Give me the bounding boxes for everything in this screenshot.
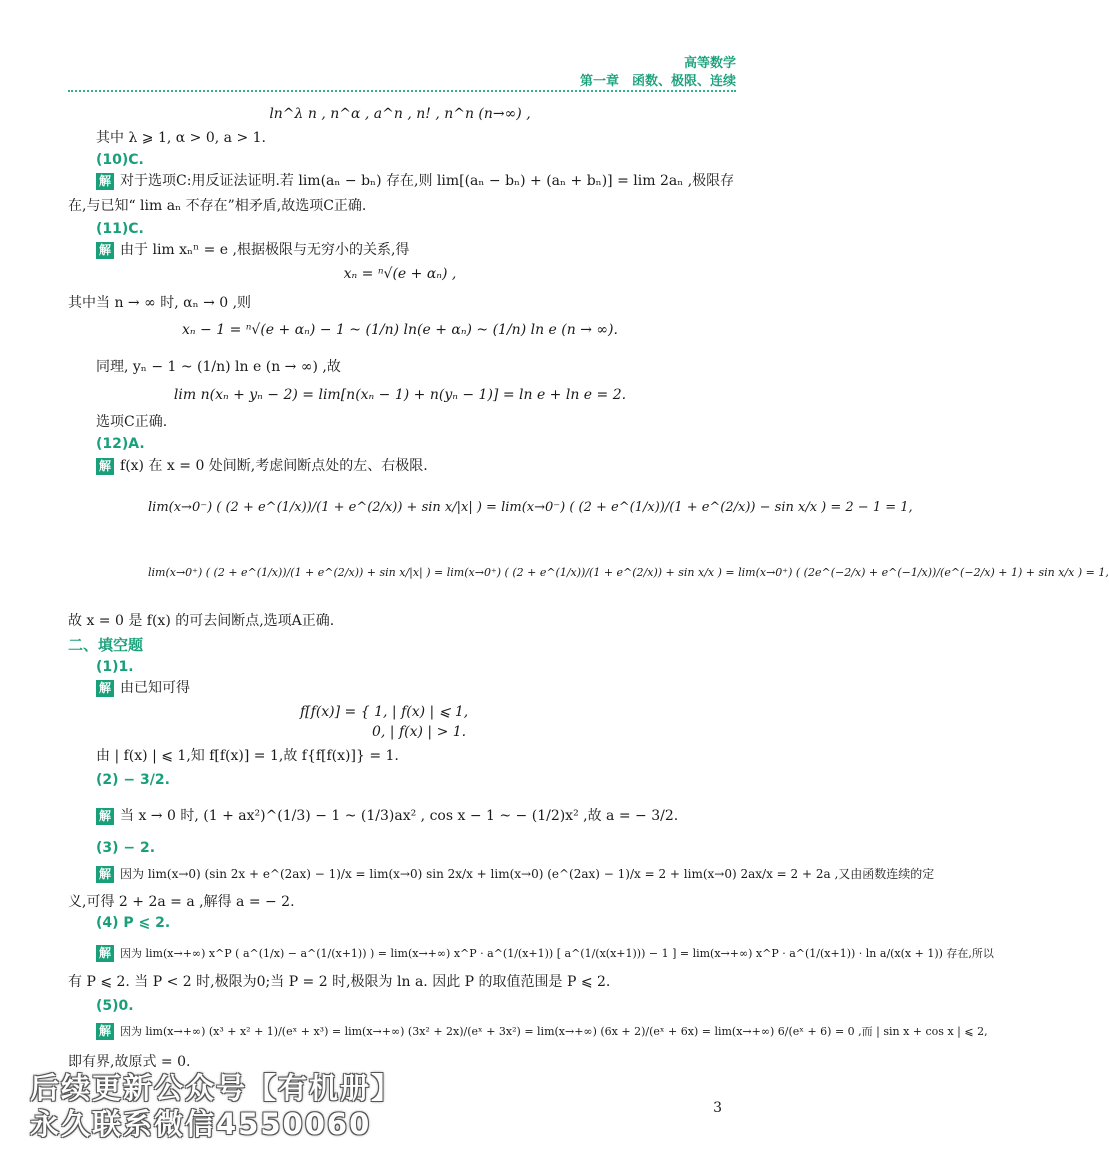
formula-line: xₙ − 1 = ⁿ√(e + αₙ) − 1 ~ (1/n) ln(e + αₙ) ~ (1/n) ln e (n → ∞). bbox=[182, 322, 618, 338]
solution-badge: 解 bbox=[96, 945, 114, 962]
text-line: 即有界,故原式 = 0. bbox=[68, 1054, 191, 1070]
formula-line: lim n(xₙ + yₙ − 2) = lim[n(xₙ − 1) + n(yₙ − 1)] = ln e + ln e = 2. bbox=[173, 387, 627, 403]
text-line bbox=[96, 240, 409, 260]
answer-b5: (5)0. bbox=[96, 998, 134, 1014]
watermark-line-1: 后续更新公众号【有机册】 bbox=[30, 1071, 403, 1105]
formula-line: 0, | f(x) | > 1. bbox=[372, 724, 467, 740]
answer-b3: (3) − 2. bbox=[96, 840, 156, 856]
formula-line: xₙ = ⁿ√(e + αₙ) , bbox=[343, 266, 457, 282]
page-number: 3 bbox=[713, 1100, 722, 1116]
text-line bbox=[96, 171, 734, 191]
text-line bbox=[96, 456, 428, 476]
solution-badge: 解 bbox=[96, 1023, 114, 1040]
solution-text: 因为 lim(x→0) (sin 2x + e^(2ax) − 1)/x = lim(x→0) sin 2x/x + lim(x→0) (e^(2ax) − 1)/x = 2 + lim(x→0) 2ax/x = 2 + 2a ,又由函数连续的定 bbox=[120, 867, 935, 881]
answer-b4: (4) P ⩽ 2. bbox=[96, 915, 171, 931]
solution-text: 因为 lim(x→+∞) (x³ + x² + 1)/(eˣ + x³) = lim(x→+∞) (3x² + 2x)/(eˣ + 3x²) = lim(x→+∞) (6x + 2)/(eˣ + 6x) = lim(x→+∞) 6/(eˣ + 6) = 0 ,而 | sin x + cos x | ⩽ 2, bbox=[120, 1025, 988, 1038]
solution-text: 因为 lim(x→+∞) x^P ( a^(1/x) − a^(1/(x+1)) ) = lim(x→+∞) x^P · a^(1/(x+1)) [ a^(1/(x(x+1))) − 1 ] = lim(x→+∞) x^P · a^(1/(x+1)) · ln a/(x(x + 1)) 存在,所以 bbox=[120, 947, 994, 960]
watermark-line-2: 永久联系微信4550060 bbox=[30, 1107, 372, 1141]
answer-11: (11)C. bbox=[96, 221, 144, 237]
text-line: 同理, yₙ − 1 ~ (1/n) ln e (n → ∞) ,故 bbox=[96, 359, 341, 375]
chapter-title: 第一章 函数、极限、连续 bbox=[579, 74, 736, 89]
formula-line: f[f(x)] = { 1, | f(x) | ⩽ 1, bbox=[300, 704, 469, 720]
header-divider bbox=[68, 90, 736, 92]
book-title: 高等数学 bbox=[683, 56, 736, 71]
answer-b2: (2) − 3/2. bbox=[96, 772, 170, 788]
text-line: 有 P ⩽ 2. 当 P < 2 时,极限为0;当 P = 2 时,极限为 ln a. 因此 P 的取值范围是 P ⩽ 2. bbox=[68, 974, 611, 990]
text-line bbox=[96, 944, 994, 964]
text-line bbox=[96, 806, 678, 826]
text-line: 由 | f(x) | ⩽ 1,知 f[f(x)] = 1,故 f{f[f(x)]} = 1. bbox=[96, 748, 399, 764]
solution-badge: 解 bbox=[96, 242, 114, 259]
solution-badge: 解 bbox=[96, 866, 114, 883]
text-line: 在,与已知“ lim aₙ 不存在”相矛盾,故选项C正确. bbox=[68, 198, 367, 214]
text-line: 其中当 n → ∞ 时, αₙ → 0 ,则 bbox=[68, 295, 252, 311]
solution-text: 由于 lim xₙⁿ = e ,根据极限与无穷小的关系,得 bbox=[120, 242, 410, 258]
solution-text: 当 x → 0 时, (1 + ax²)^(1/3) − 1 ~ (1/3)ax² , cos x − 1 ~ − (1/2)x² ,故 a = − 3/2. bbox=[120, 808, 679, 824]
solution-text: 由已知可得 bbox=[120, 680, 191, 696]
solution-badge: 解 bbox=[96, 808, 114, 825]
page-header bbox=[0, 0, 800, 92]
solution-badge: 解 bbox=[96, 173, 114, 190]
solution-text: f(x) 在 x = 0 处间断,考虑间断点处的左、右极限. bbox=[120, 458, 428, 474]
formula-line: lim(x→0⁻) ( (2 + e^(1/x))/(1 + e^(2/x)) + sin x/|x| ) = lim(x→0⁻) ( (2 + e^(1/x))/(1 + e^(2/x)) − sin x/x ) = 2 − 1 = 1, bbox=[148, 500, 913, 515]
solution-badge: 解 bbox=[96, 680, 114, 697]
text-line: 其中 λ ⩾ 1, α > 0, a > 1. bbox=[96, 130, 266, 146]
answer-12: (12)A. bbox=[96, 436, 145, 452]
answer-b1: (1)1. bbox=[96, 659, 134, 675]
text-line bbox=[96, 1022, 988, 1042]
text-line: 义,可得 2 + 2a = a ,解得 a = − 2. bbox=[68, 894, 295, 910]
formula-line: lim(x→0⁺) ( (2 + e^(1/x))/(1 + e^(2/x)) + sin x/|x| ) = lim(x→0⁺) ( (2 + e^(1/x))/(1 + e^(2/x)) + sin x/x ) = lim(x→0⁺) ( (2e^(−2/x) + e^(−1/x))/(e^(−2/x) + 1) + sin x/x ) = 1, bbox=[148, 566, 1109, 579]
solution-text: 对于选项C:用反证法证明.若 lim(aₙ − bₙ) 存在,则 lim[(aₙ − bₙ) + (aₙ + bₙ)] = lim 2aₙ ,极限存 bbox=[120, 173, 735, 189]
formula-line: ln^λ n , n^α , a^n , n! , n^n (n→∞) , bbox=[269, 106, 531, 122]
answer-10: (10)C. bbox=[96, 152, 144, 168]
text-line bbox=[96, 864, 934, 884]
text-line: 故 x = 0 是 f(x) 的可去间断点,选项A正确. bbox=[68, 613, 335, 629]
section-heading: 二、填空题 bbox=[68, 636, 144, 654]
text-line bbox=[96, 678, 190, 698]
solution-badge: 解 bbox=[96, 458, 114, 475]
text-line: 选项C正确. bbox=[96, 414, 168, 430]
